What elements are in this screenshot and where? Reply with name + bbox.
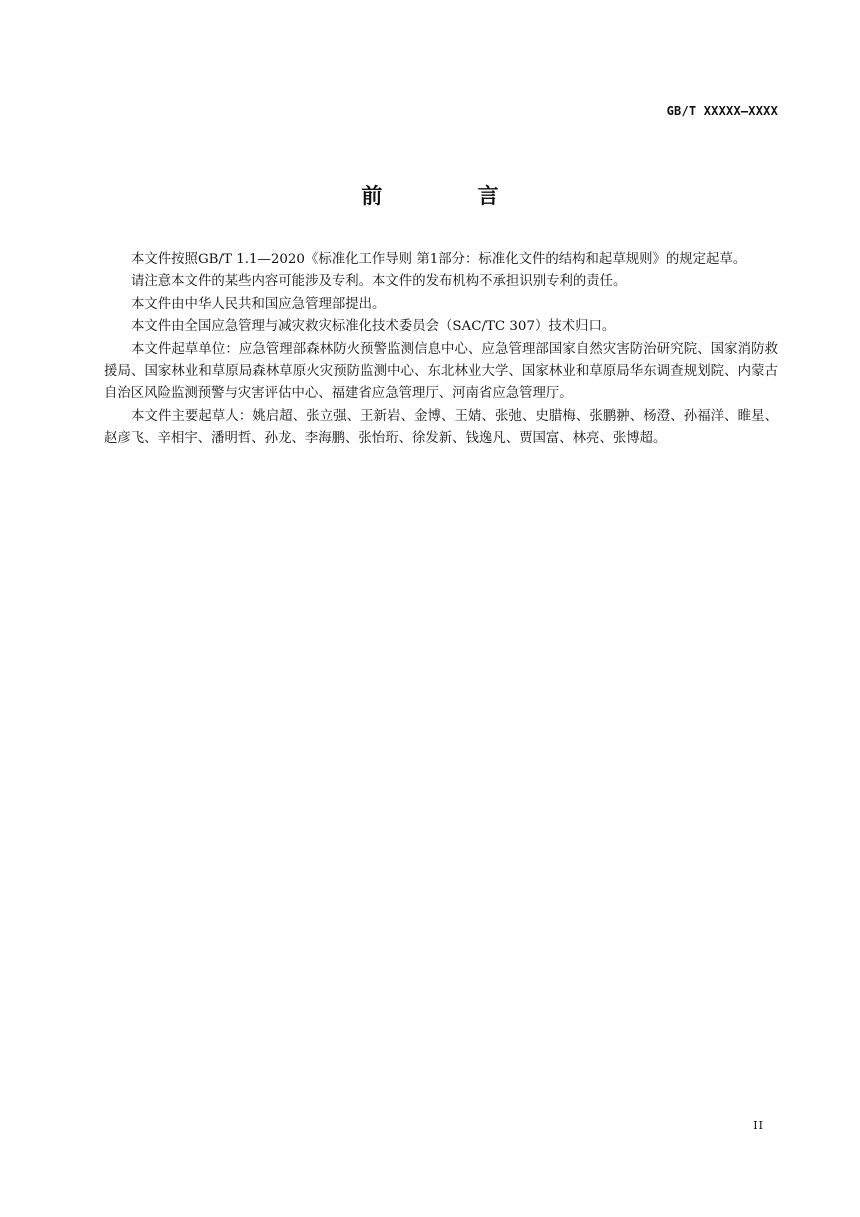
paragraph-proposer: 本文件由中华人民共和国应急管理部提出。	[131, 296, 386, 312]
foreword-body	[104, 249, 778, 451]
paragraph-technical-committee: 本文件由全国应急管理与减灾救灾标准化技术委员会（SAC/TC 307）技术归口。	[131, 319, 616, 335]
paragraph-drafting-rules: 本文件按照GB/T 1.1—2020《标准化工作导则 第1部分：标准化文件的结构和起草规则》的规定起草。	[131, 252, 747, 267]
page-title: 前 言	[361, 184, 543, 208]
standard-code: GB/T XXXXX—XXXX	[666, 104, 778, 118]
paragraph-drafters: 本文件主要起草人：姚启超、张立强、王新岩、金博、王婧、张弛、史腊梅、张鹏翀、杨澄、孙福洋、睢星、赵彦飞、辛相宇、潘明哲、孙龙、李海鹏、张怡珩、徐发新、钱逸凡、贾国富、林亮、张博超。	[104, 408, 778, 447]
paragraph-patent-notice: 请注意本文件的某些内容可能涉及专利。本文件的发布机构不承担识别专利的责任。	[131, 274, 627, 290]
paragraph-drafting-units: 本文件起草单位：应急管理部森林防火预警监测信息中心、应急管理部国家自然灾害防治研究院、国家消防救援局、国家林业和草原局森林草原火灾预防监测中心、东北林业大学、国家林业和草原局华东调查规划院、内蒙古自治区风险监测预警与灾害评估中心、福建省应急管理厅、河南省应急管理厅。	[104, 341, 778, 402]
page-number: II	[753, 1119, 764, 1132]
